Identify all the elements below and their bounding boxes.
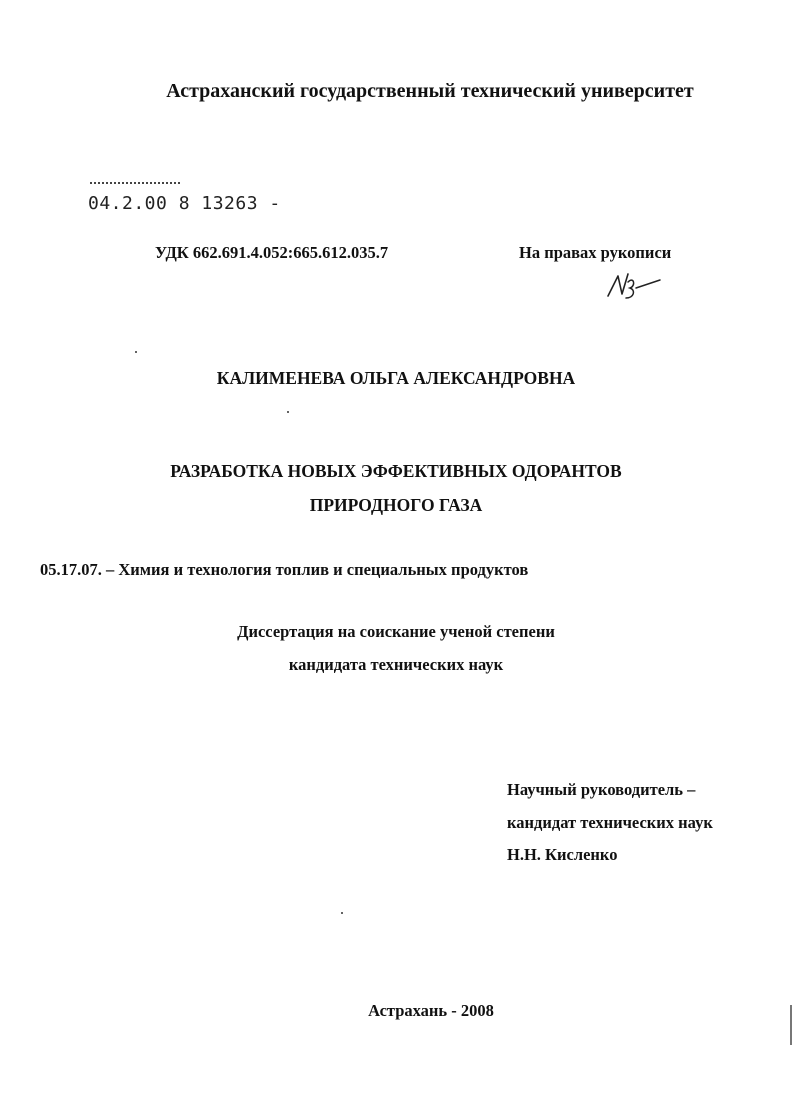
thesis-title-line-2: ПРИРОДНОГО ГАЗА [309, 495, 483, 515]
scan-speck [135, 351, 137, 353]
scan-speck [341, 912, 343, 914]
supervisor-degree: кандидат технических наук [507, 813, 713, 832]
udc-code: УДК 662.691.4.052:665.612.035.7 [155, 243, 389, 262]
stamp-dotted-line [90, 182, 180, 188]
university-name: Астраханский государственный технический университет [166, 80, 694, 102]
archive-stamp-code: 04.2.00 8 13263 - [88, 193, 281, 214]
city-and-year: Астрахань - 2008 [368, 1001, 494, 1020]
specialty-code: 05.17.07. – Химия и технология топлив и специальных продуктов [40, 560, 529, 579]
handwritten-signature [604, 268, 664, 302]
supervisor-name: Н.Н. Кисленко [507, 845, 618, 864]
scan-speck [287, 411, 289, 413]
degree-line-1: Диссертация на соискание ученой степени [237, 622, 555, 641]
thesis-title-line-1: РАЗРАБОТКА НОВЫХ ЭФФЕКТИВНЫХ ОДОРАНТОВ [170, 461, 622, 481]
degree-line-2: кандидата технических наук [288, 655, 504, 674]
manuscript-rights-label: На правах рукописи [519, 243, 672, 262]
author-name: КАЛИМЕНЕВА ОЛЬГА АЛЕКСАНДРОВНА [216, 368, 576, 388]
supervisor-role: Научный руководитель – [507, 780, 696, 799]
